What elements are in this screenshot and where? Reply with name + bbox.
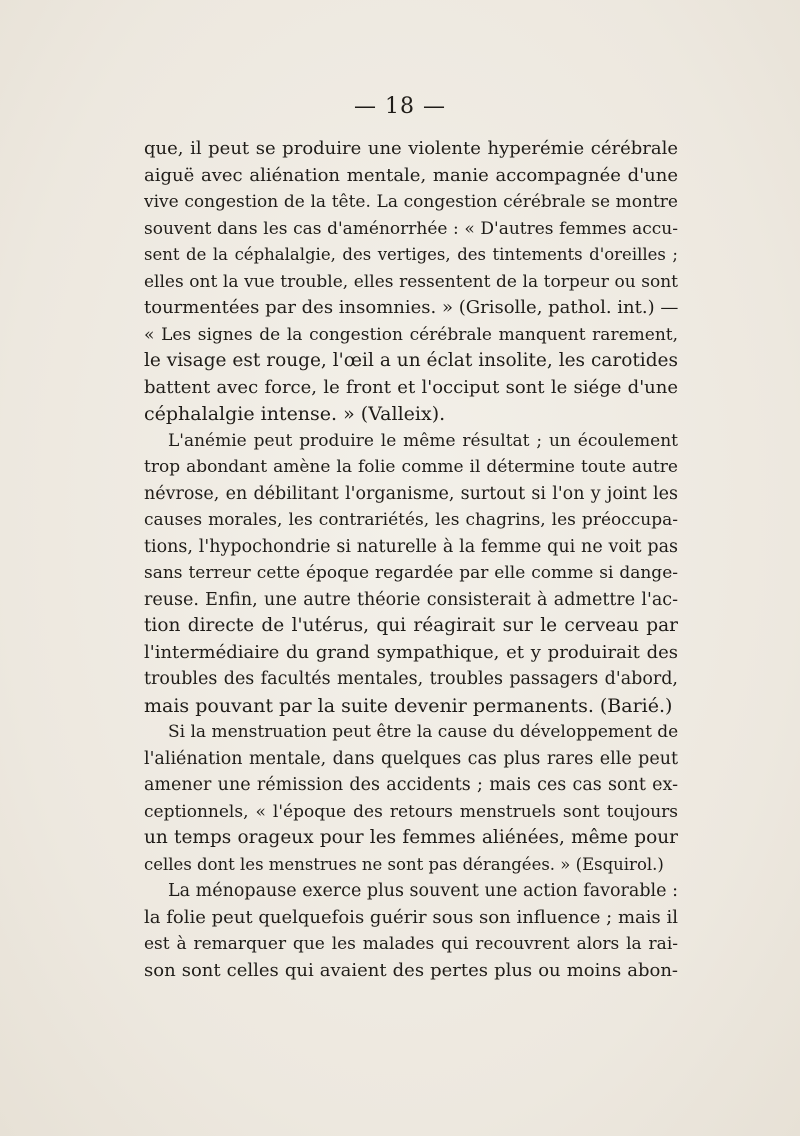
text-line: tion directe de l'utérus, qui réagirait sur le cerveau par <box>144 615 678 636</box>
text-line: le visage est rouge, l'œil a un éclat insolite, les carotides <box>144 350 678 371</box>
text-line: « Les signes de la congestion cérébrale manquent rarement, <box>144 324 678 345</box>
text-line: troubles des facultés mentales, troubles passagers d'abord, <box>144 669 678 689</box>
text-line: trop abondant amène la folie comme il détermine toute autre <box>144 457 678 477</box>
text-line: reuse. Enfin, une autre théorie consisterait à admettre l'ac- <box>144 589 678 610</box>
body-text <box>144 136 678 984</box>
text-line: souvent dans les cas d'aménorrhée : « D'autres femmes accu- <box>144 218 678 239</box>
text-line: tions, l'hypochondrie si naturelle à la femme qui ne voit pas <box>144 536 678 557</box>
text-line: la folie peut quelquefois guérir sous son influence ; mais il <box>144 906 678 928</box>
text-line: névrose, en débilitant l'organisme, surtout si l'on y joint les <box>144 483 678 504</box>
page-number: — 18 — <box>354 94 446 119</box>
text-line: est à remarquer que les malades qui recouvrent alors la rai- <box>144 934 678 954</box>
text-line: céphalalgie intense. » (Valleix). <box>144 403 446 425</box>
text-line: L'anémie peut produire le même résultat ; un écoulement <box>168 430 678 451</box>
text-line: l'intermédiaire du grand sympathique, et y produirait des <box>144 641 678 663</box>
text-line: tourmentées par des insomnies. » (Grisolle, pathol. int.) — <box>144 297 678 318</box>
text-line: amener une rémission des accidents ; mais ces cas sont ex- <box>144 775 678 795</box>
text-line: battent avec force, le front et l'occiput sont le siége d'une <box>144 376 678 398</box>
text-line: mais pouvant par la suite devenir permanents. (Barié.) <box>144 694 673 717</box>
text-line: aiguë avec aliénation mentale, manie accompagnée d'une <box>144 164 678 186</box>
text-line: l'aliénation mentale, dans quelques cas plus rares elle peut <box>144 748 678 769</box>
text-line: elles ont la vue trouble, elles ressentent de la torpeur ou sont <box>144 271 678 292</box>
text-line: La ménopause exerce plus souvent une action favorable : <box>168 881 678 901</box>
text-line: son sont celles qui avaient des pertes plus ou moins abon- <box>144 959 678 981</box>
text-line: sent de la céphalalgie, des vertiges, des tintements d'oreilles ; <box>144 245 678 264</box>
text-line: Si la menstruation peut être la cause du développement de <box>168 722 678 742</box>
text-line: sans terreur cette époque regardée par elle comme si dange- <box>144 563 678 583</box>
text-line: que, il peut se produire une violente hyperémie cérébrale <box>144 138 678 159</box>
text-line: un temps orageux pour les femmes aliénées, même pour <box>144 827 678 848</box>
text-line: ceptionnels, « l'époque des retours menstruels sont toujours <box>144 801 678 822</box>
text-line: vive congestion de la tête. La congestion cérébrale se montre <box>144 192 678 212</box>
text-line: causes morales, les contrariétés, les chagrins, les préoccupa- <box>144 510 678 530</box>
text-line: celles dont les menstrues ne sont pas dérangées. » (Esquirol.) <box>144 854 664 874</box>
